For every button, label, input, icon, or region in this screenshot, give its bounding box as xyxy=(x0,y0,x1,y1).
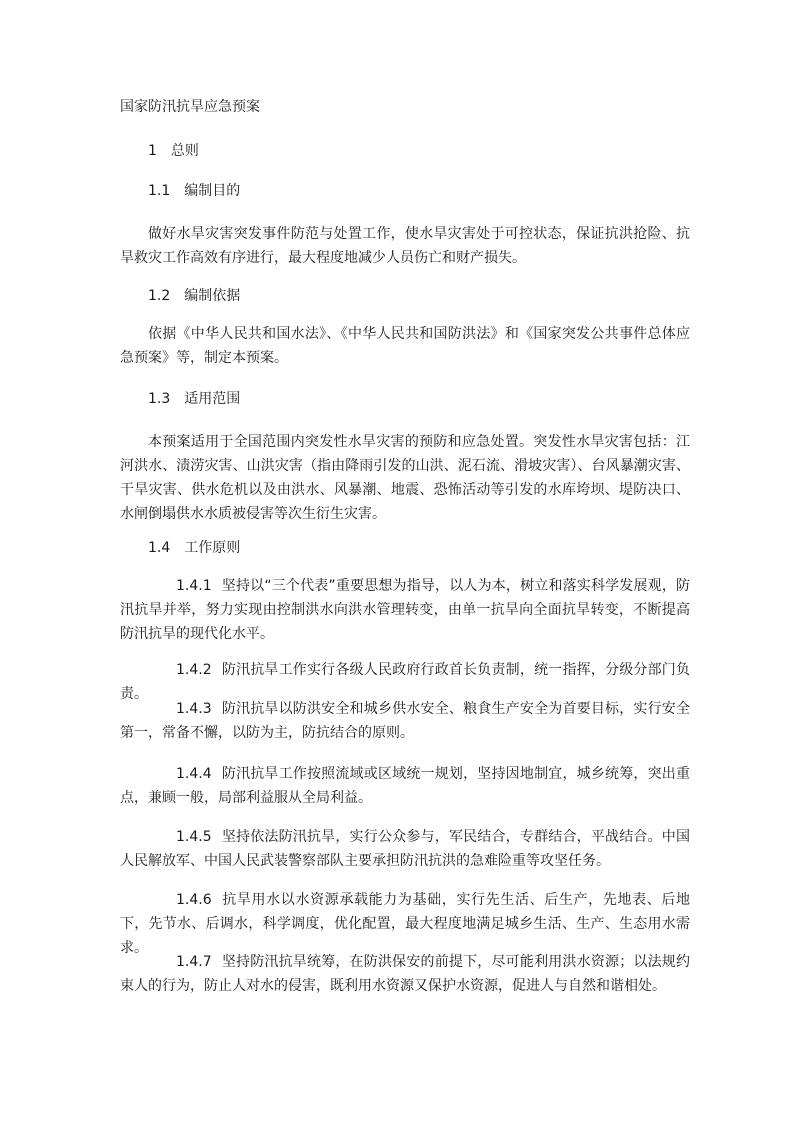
principle-1-4-1 xyxy=(120,574,690,646)
section-1-3-heading xyxy=(148,388,240,410)
section-1-2-heading xyxy=(148,285,240,307)
section-1-4-heading xyxy=(148,537,240,559)
section-1-3-paragraph: 本预案适用于全国范围内突发性水旱灾害的预防和应急处置。突发性水旱灾害包括：江河洪水、渍涝灾害、山洪灾害（指由降雨引发的山洪、泥石流、滑坡灾害）、台风暴潮灾害、干旱灾害、供水危机以及由洪水、风暴潮、地震、恐怖活动等引发的水库垮坝、堤防决口、水闸倒塌供水水质被侵害等次生衍生灾害。 xyxy=(120,434,690,522)
clause-number: 1.4.7 xyxy=(176,954,212,970)
clause-text: 坚持防汛抗旱统筹，在防洪保安的前提下，尽可能利用洪水资源；以法规约束人的行为，防止人对水的侵害，既利用水资源又保护水资源，促进人与自然和谐相处。 xyxy=(120,954,690,994)
section-number: 1.1 xyxy=(148,183,171,199)
clause-number: 1.4.4 xyxy=(176,766,212,782)
section-label: 编制依据 xyxy=(184,288,241,304)
section-number: 1.2 xyxy=(148,288,171,304)
section-1-1-paragraph: 做好水旱灾害突发事件防范与处置工作，使水旱灾害处于可控状态，保证抗洪抢险、抗旱救灾工作高效有序进行，最大程度地减少人员伤亡和财产损失。 xyxy=(120,226,690,266)
clause-text: 坚持依法防汛抗旱，实行公众参与，军民结合，专群结合，平战结合。中国人民解放军、中国人民武装警察部队主要承担防汛抗洪的急难险重等攻坚任务。 xyxy=(120,829,690,869)
section-number: 1 xyxy=(148,143,157,159)
clause-number: 1.4.5 xyxy=(176,829,212,845)
clause-text: 防汛抗旱工作按照流域或区域统一规划，坚持因地制宜，城乡统筹，突出重点，兼顾一般，局部利益服从全局利益。 xyxy=(120,766,690,806)
principle-1-4-3 xyxy=(120,697,690,745)
clause-text: 抗旱用水以水资源承载能力为基础，实行先生活、后生产，先地表、后地下，先节水、后调水，科学调度，优化配置，最大程度地满足城乡生活、生产、生态用水需求。 xyxy=(120,892,690,956)
principle-1-4-5 xyxy=(120,825,690,873)
section-number: 1.3 xyxy=(148,391,171,407)
clause-text: 防汛抗旱工作实行各级人民政府行政首长负责制，统一指挥，分级分部门负责。 xyxy=(120,662,690,702)
section-label: 总则 xyxy=(170,143,199,159)
clause-number: 1.4.2 xyxy=(176,662,212,678)
clause-number: 1.4.1 xyxy=(176,578,212,594)
clause-text: 防汛抗旱以防洪安全和城乡供水安全、粮食生产安全为首要目标，实行安全第一，常备不懈，以防为主，防抗结合的原则。 xyxy=(120,701,690,741)
section-1-2-paragraph: 依据《中华人民共和国水法》、《中华人民共和国防洪法》和《国家突发公共事件总体应急预案》等，制定本预案。 xyxy=(120,326,690,366)
section-label: 工作原则 xyxy=(184,540,241,556)
clause-text: 坚持以“三个代表”重要思想为指导，以人为本，树立和落实科学发展观，防汛抗旱并举，努力实现由控制洪水向洪水管理转变，由单一抗旱向全面抗旱转变，不断提高防汛抗旱的现代化水平。 xyxy=(120,578,690,642)
document-title: 国家防汛抗旱应急预案 xyxy=(120,99,260,115)
clause-number: 1.4.6 xyxy=(176,892,212,908)
section-1-1-heading xyxy=(148,180,240,202)
section-1-heading xyxy=(148,140,199,162)
principle-1-4-7 xyxy=(120,950,690,998)
section-label: 编制目的 xyxy=(184,183,241,199)
clause-number: 1.4.3 xyxy=(176,701,212,717)
principle-1-4-4 xyxy=(120,762,690,810)
section-number: 1.4 xyxy=(148,540,171,556)
section-label: 适用范围 xyxy=(184,391,241,407)
